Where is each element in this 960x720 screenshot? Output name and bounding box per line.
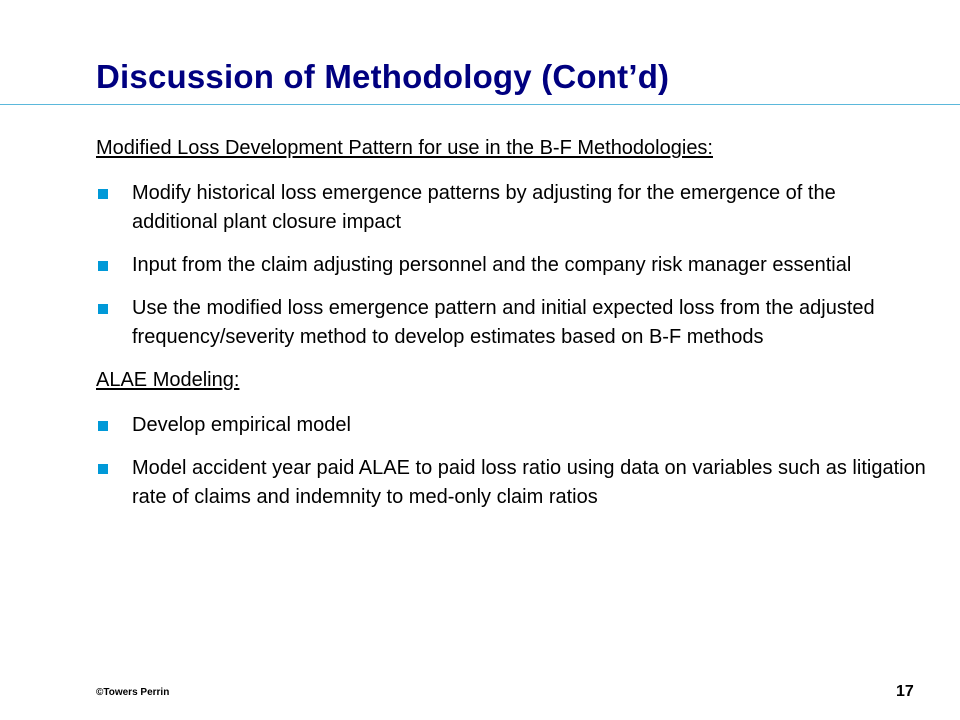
square-bullet-icon — [98, 261, 108, 271]
footer-copyright: ©Towers Perrin — [96, 687, 170, 698]
square-bullet-icon — [98, 464, 108, 474]
title-divider — [0, 104, 960, 105]
slide-body — [96, 134, 926, 526]
section-alae-modeling — [96, 366, 926, 512]
bullet-text: Use the modified loss emergence pattern and initial expected loss from the adjusted frequency/severity method to develop estimates based on B-F methods — [132, 297, 875, 348]
section-loss-development — [96, 134, 926, 352]
section-heading: Modified Loss Development Pattern for use in the B-F Methodologies: — [96, 137, 713, 159]
bullet-text: Model accident year paid ALAE to paid loss ratio using data on variables such as litigation rate of claims and indemnity to med-only claim ratios — [132, 457, 926, 508]
slide-title: Discussion of Methodology (Cont’d) — [96, 58, 670, 95]
square-bullet-icon — [98, 421, 108, 431]
section-heading: ALAE Modeling: — [96, 369, 240, 391]
list-item — [96, 251, 926, 280]
square-bullet-icon — [98, 189, 108, 199]
list-item — [96, 411, 926, 440]
list-item — [96, 294, 926, 352]
bullet-text: Develop empirical model — [132, 414, 351, 436]
list-item — [96, 454, 926, 512]
bullet-list — [96, 179, 926, 352]
bullet-list — [96, 411, 926, 512]
page-number: 17 — [896, 683, 914, 700]
bullet-text: Modify historical loss emergence patterns by adjusting for the emergence of the additional plant closure impact — [132, 182, 836, 233]
list-item — [96, 179, 926, 237]
square-bullet-icon — [98, 304, 108, 314]
bullet-text: Input from the claim adjusting personnel and the company risk manager essential — [132, 254, 852, 276]
